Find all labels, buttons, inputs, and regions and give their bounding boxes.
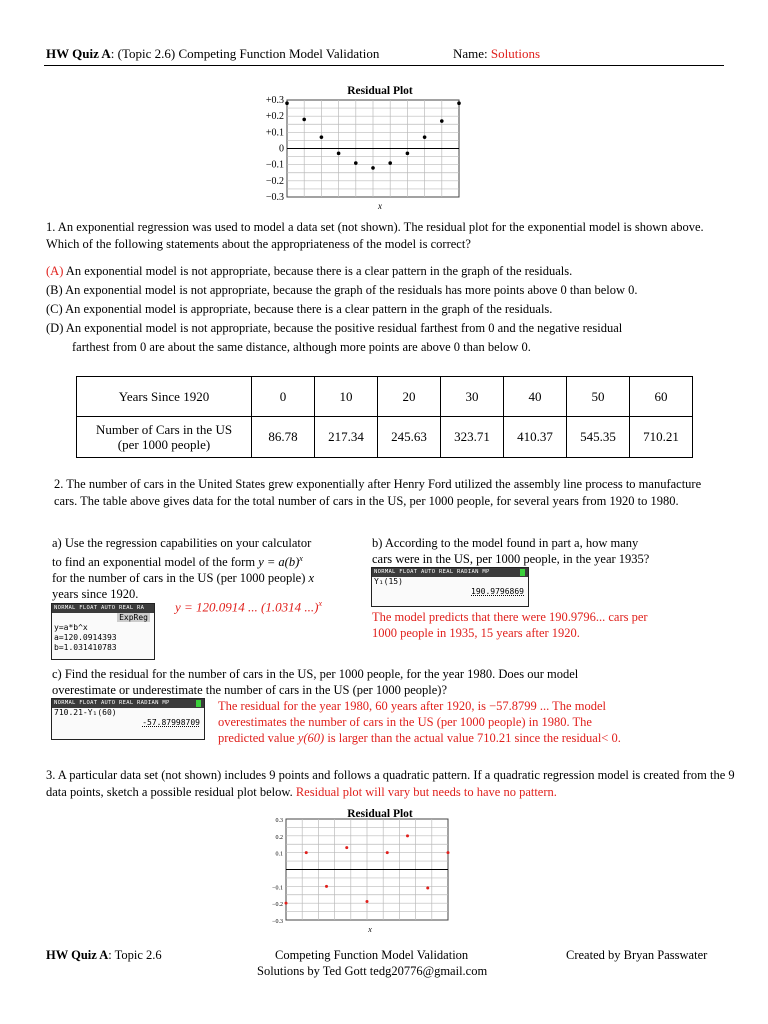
header-line: Number of Cars in the US: [95, 422, 233, 437]
model-form: y = a(b): [258, 555, 300, 570]
table-cell: 60: [630, 377, 693, 417]
residual-plot-1: [250, 82, 480, 212]
option-letter: (C): [46, 302, 63, 316]
data-point: [337, 152, 341, 156]
question-2: [54, 476, 714, 510]
table-cell: 545.35: [567, 417, 630, 458]
plot1-ytick: +0.3: [265, 95, 284, 106]
header-line: (per 1000 people): [117, 437, 211, 452]
option-letter: (B): [46, 283, 63, 297]
data-point: [285, 902, 288, 905]
part-c-line: c) Find the residual for the number of cars in the US, per 1000 people, for the year 1980. Does our model: [52, 667, 579, 681]
table-header-years: Years Since 1920: [77, 377, 252, 417]
plot2-ytick: 0.1: [275, 851, 283, 858]
plot1-ytick: −0.2: [265, 175, 284, 187]
battery-icon: [520, 569, 525, 576]
answer-func: y(60): [297, 731, 325, 745]
cars-data-table: [76, 376, 693, 458]
q1-option-d-cont: farthest from 0 are about the same distance, although more points are above 0 than below 0.: [72, 340, 531, 354]
calc-status-bar: [372, 568, 528, 577]
part-a-text: for the number of cars in the US (per 1000 people): [52, 571, 309, 586]
plot2-ytick: 0.3: [275, 818, 283, 824]
calc-title-row: [52, 613, 154, 623]
plot2-tick-labels: [272, 818, 283, 925]
quiz-title: HW Quiz A: [46, 46, 111, 61]
data-point: [457, 101, 461, 105]
answer-line: The residual for the year 1980, 60 years after 1920, is −57.8799 ... The model: [218, 699, 606, 713]
calc-status-text: NORMAL FLOAT AUTO REAL RADIAN MP: [374, 569, 490, 575]
part-c-line: overestimate or underestimate the number of cars in the US (per 1000 people)?: [52, 683, 448, 697]
table-cell: 20: [378, 377, 441, 417]
footer-left: [46, 948, 162, 963]
calculator-screen-c: [51, 698, 205, 740]
part-c-answer: [218, 698, 738, 746]
q2-part-a: [52, 535, 372, 602]
model-exponent: x: [299, 554, 303, 563]
q1-option-c: [46, 300, 736, 319]
table-header-cars: [77, 417, 252, 458]
name-value: Solutions: [490, 46, 541, 61]
answer-line: 1000 people in 1935, 15 years after 1920.: [372, 626, 580, 640]
q3-answer: Residual plot will vary but needs to have no pattern.: [295, 785, 557, 799]
option-text: An exponential model is not appropriate, because there is a clear pattern in the graph of the residuals.: [65, 264, 573, 278]
table-row: [77, 377, 693, 417]
quiz-topic: : (Topic 2.6) Competing Function Model Validation: [110, 46, 380, 61]
plot1-xlabel: x: [378, 201, 382, 211]
plot1-ytick: +0.2: [265, 111, 284, 123]
table-row: [77, 417, 693, 458]
q2-part-c: [52, 666, 732, 698]
data-point: [302, 118, 306, 122]
calc-input: Y₁(15): [374, 577, 403, 586]
name-label: Name:: [453, 46, 491, 61]
table-cell: 323.71: [441, 417, 504, 458]
footer-topic: : Topic 2.6: [108, 948, 162, 962]
q2-part-b: [372, 535, 732, 567]
calc-status-text: NORMAL FLOAT AUTO REAL RADIAN MP: [54, 700, 170, 706]
option-text: An exponential model is not appropriate, because the positive residual farthest from 0 and the negative residual: [65, 321, 623, 335]
plot1-title: Residual Plot: [347, 85, 413, 97]
option-letter: (A): [46, 264, 64, 278]
plot1-ytick: +0.1: [265, 127, 284, 139]
answer-text: y = 120.0914 ... (1.0314 ...): [175, 599, 319, 615]
data-point: [354, 161, 358, 165]
data-point: [426, 887, 429, 890]
calc-line: b=1.031410783: [54, 643, 117, 652]
plot1-grid: [287, 100, 459, 197]
calc-line: y=a*b^x: [54, 623, 88, 632]
data-point: [320, 135, 324, 139]
part-a-text: to find an exponential model of the form: [52, 555, 259, 570]
part-a-var: x: [308, 571, 315, 586]
q2-intro: 2. The number of cars in the United States grew exponentially after Henry Ford utilized the assembly line process to manufacture cars. The table above gives data for the total number of cars in the US, per 1000 people, for several years from 1920 to 1980.: [54, 477, 702, 508]
calc-title: ExpReg: [119, 613, 148, 622]
table-cell: 410.37: [504, 417, 567, 458]
data-point: [406, 152, 410, 156]
answer-line: overestimates the number of cars in the US (per 1000 people) in 1980. The: [218, 715, 592, 729]
part-b-answer: [372, 609, 732, 641]
calc-input: 710.21-Y₁(60): [54, 708, 117, 717]
answer-text: is larger than the actual value 710.21 since the residual< 0.: [324, 731, 621, 745]
plot1-tick-labels: [266, 95, 284, 203]
q1-options: [46, 262, 736, 357]
calc-status-bar: [52, 699, 204, 708]
plot2-title: Residual Plot: [347, 808, 413, 820]
calc-line: a=120.0914393: [54, 633, 117, 642]
data-point: [386, 851, 389, 854]
data-point: [305, 851, 308, 854]
option-text: An exponential model is appropriate, because there is a clear pattern in the graph of the residuals.: [65, 302, 553, 316]
answer-text: predicted value: [218, 731, 298, 745]
plot2-ytick: −0.3: [272, 919, 283, 925]
data-point: [447, 851, 450, 854]
data-point: [406, 834, 409, 837]
data-point: [371, 166, 375, 170]
part-a-line: a) Use the regression capabilities on your calculator: [52, 536, 312, 550]
question-3: [46, 767, 736, 801]
table-cell: 10: [315, 377, 378, 417]
q3-text: 3. A particular data set (not shown) includes 9 points and follows a quadratic pattern. If a quadratic regression model is created from the 9 data points, sketch a possible residual plot below.: [46, 768, 735, 799]
answer-line: [218, 730, 738, 746]
calculator-screen-b: [371, 567, 529, 607]
question-1: [46, 219, 726, 253]
data-point: [345, 846, 348, 849]
footer-quiz: HW Quiz A: [46, 948, 109, 962]
plot1-ytick: −0.1: [265, 159, 284, 171]
answer-line: The model predicts that there were 190.9796... cars per: [372, 610, 648, 624]
q1-text: 1. An exponential regression was used to model a data set (not shown). The residual plot for the exponential model is shown above. Which of the following statements about the appropriateness of the model is correct?: [46, 220, 704, 251]
footer-credit: Solutions by Ted Gott tedg20776@gmail.com: [257, 964, 488, 978]
table-cell: 86.78: [252, 417, 315, 458]
calc-status-bar: NORMAL FLOAT AUTO REAL RA: [52, 604, 154, 613]
q1-option-b: [46, 281, 736, 300]
residual-plot-2: [262, 805, 462, 935]
part-a-line: years since 1920.: [52, 587, 139, 602]
option-letter: (D): [46, 321, 64, 335]
calc-output: -57.87998709: [142, 718, 200, 727]
data-point: [440, 119, 444, 123]
calc-output: 190.9796869: [471, 587, 524, 596]
table-cell: 50: [567, 377, 630, 417]
data-point: [285, 101, 289, 105]
part-a-answer: [175, 599, 322, 615]
plot2-ytick: −0.1: [272, 885, 283, 892]
option-text: An exponential model is not appropriate, because the graph of the residuals has more points above 0 than below 0.: [65, 283, 638, 297]
plot1-ytick: −0.3: [265, 192, 284, 203]
page-header: [46, 46, 379, 62]
header-divider: [44, 65, 724, 66]
table-cell: 0: [252, 377, 315, 417]
plot1-ytick: 0: [279, 143, 284, 155]
part-b-line: cars were in the US, per 1000 people, in the year 1935?: [372, 552, 650, 566]
data-point: [325, 885, 328, 888]
table-cell: 30: [441, 377, 504, 417]
footer-center: Competing Function Model Validation: [275, 948, 469, 962]
table-cell: 245.63: [378, 417, 441, 458]
plot2-ytick: 0.2: [275, 834, 283, 841]
table-cell: 217.34: [315, 417, 378, 458]
part-a-line: [52, 570, 372, 586]
name-field: [453, 46, 540, 62]
plot2-ytick: −0.2: [272, 902, 283, 909]
data-point: [423, 135, 427, 139]
battery-icon: [196, 700, 201, 707]
calculator-screen-a: [51, 603, 155, 660]
footer-right: Created by Bryan Passwater: [566, 948, 708, 962]
q1-option-d: [46, 319, 736, 338]
data-point: [366, 900, 369, 903]
answer-exponent: x: [318, 599, 323, 608]
table-cell: 40: [504, 377, 567, 417]
plot2-xlabel: x: [368, 925, 372, 934]
part-a-line: [52, 551, 372, 570]
table-cell: 710.21: [630, 417, 693, 458]
data-point: [388, 161, 392, 165]
plot2-grid: [286, 819, 448, 920]
q1-option-a: [46, 262, 736, 281]
part-b-line: b) According to the model found in part a, how many: [372, 536, 639, 550]
